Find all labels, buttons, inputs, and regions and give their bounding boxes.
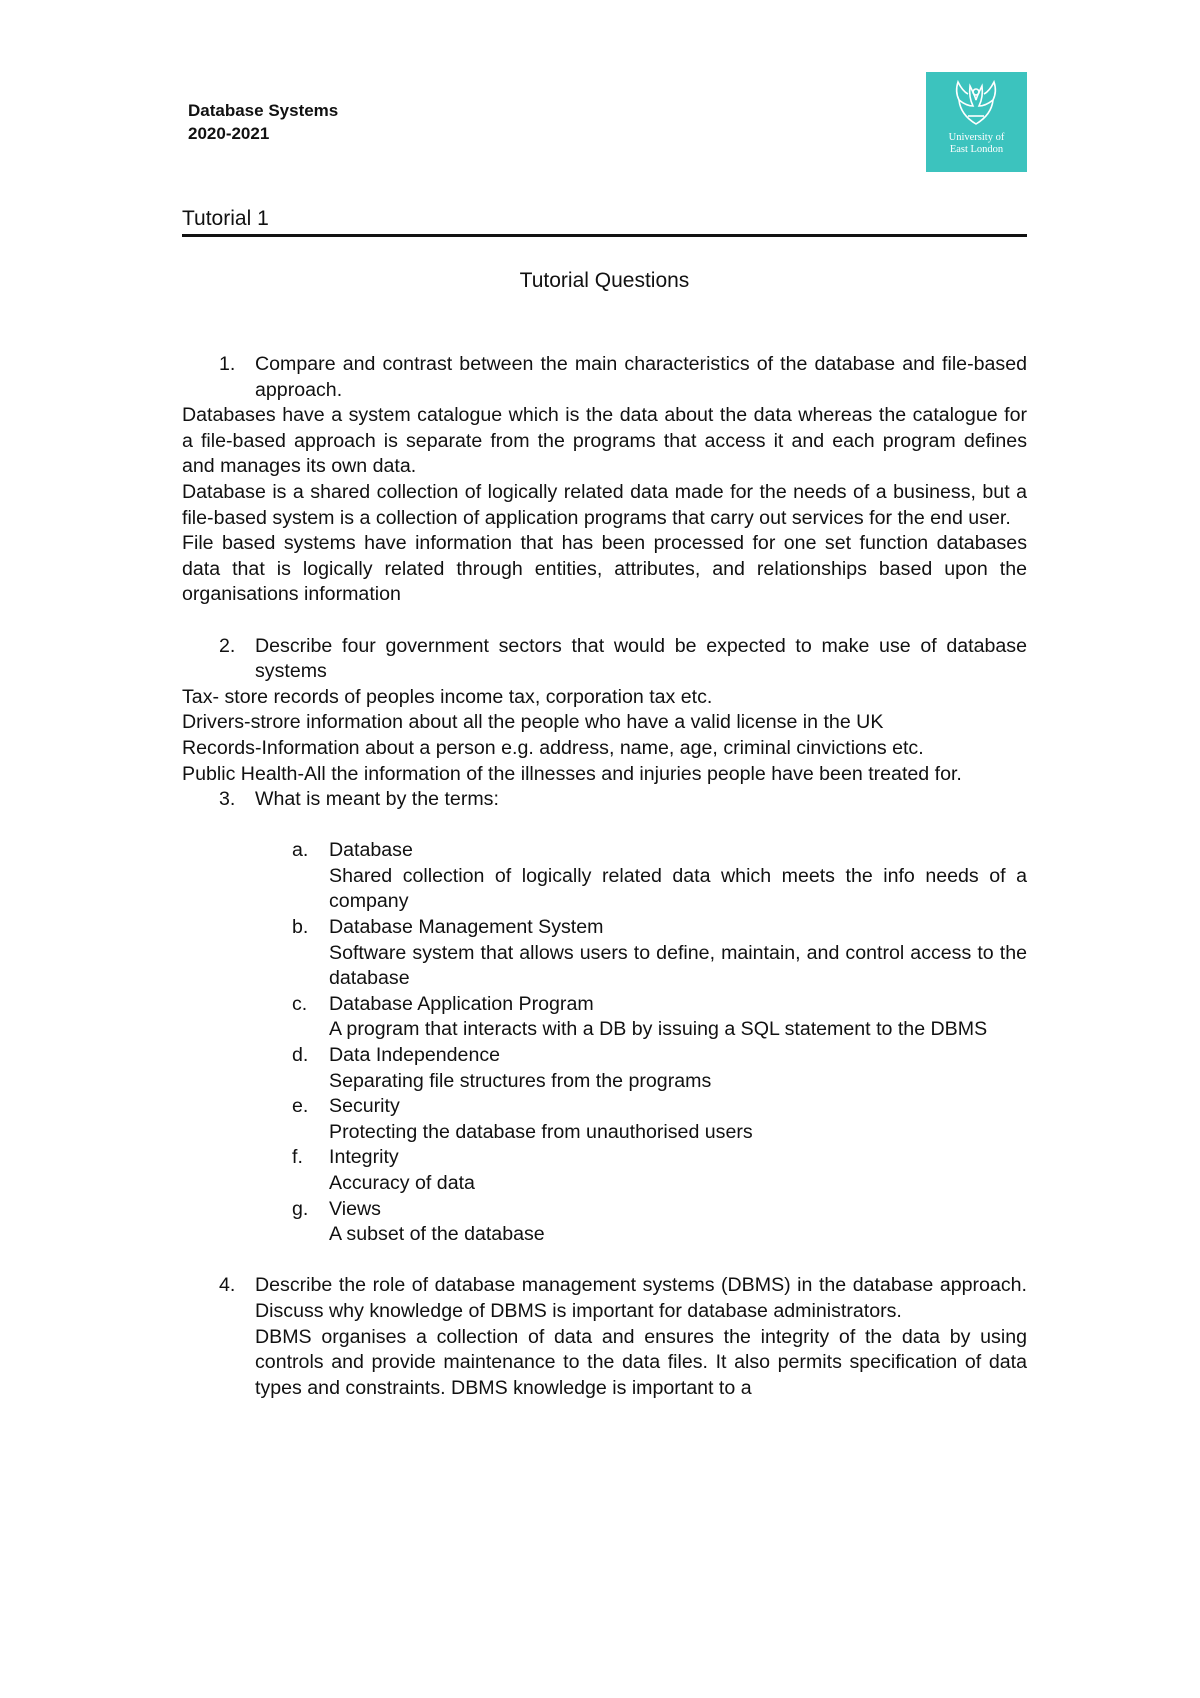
term-definition: A program that interacts with a DB by issuing a SQL statement to the DBMS — [329, 1018, 988, 1041]
question-number: 2. — [219, 634, 236, 657]
answer-paragraph: Database is a shared collection of logically related data made for the needs of a business, but a file-based system is a collection of application programs that carry out services for the end user. — [182, 480, 1027, 529]
term-letter: d. — [292, 1044, 309, 1067]
question-number: 1. — [219, 353, 236, 375]
course-header — [188, 99, 338, 145]
spacer — [182, 813, 1027, 839]
term-name: Database — [329, 839, 413, 862]
question-text: Compare and contrast between the main characteristics of the database and file-based approach. — [255, 353, 1027, 401]
academic-year: 2020-2021 — [188, 124, 270, 143]
term-definition: Separating file structures from the programs — [329, 1069, 712, 1092]
term-item-e — [182, 1094, 1027, 1145]
question-text: What is meant by the terms: — [255, 788, 499, 811]
term-letter: c. — [292, 992, 308, 1015]
answer-paragraph: Public Health-All the information of the illnesses and injuries people have been treated for. — [182, 762, 962, 785]
tutorial-questions-heading: Tutorial Questions — [519, 269, 690, 292]
term-definition: Software system that allows users to define, maintain, and control access to the database — [329, 941, 1027, 990]
question-number: 4. — [219, 1274, 236, 1297]
question-3 — [182, 787, 1027, 813]
logo-wordmark: University of East London — [948, 132, 1005, 155]
university-logo — [926, 72, 1027, 172]
title-divider — [182, 234, 1027, 237]
tutorial-title: Tutorial 1 — [182, 207, 269, 230]
course-name: Database Systems — [188, 101, 339, 120]
term-letter: b. — [292, 916, 309, 939]
document-body — [182, 352, 1027, 1401]
term-name: Integrity — [329, 1146, 399, 1169]
question-text: Describe the role of database management systems (DBMS) in the database approach. Discuss why knowledge of DBMS is important for database administrators. — [255, 1274, 1027, 1322]
question-1 — [182, 352, 1027, 403]
term-name: Views — [329, 1197, 381, 1220]
answer-paragraph: Drivers-strore information about all the people who have a valid license in the UK — [182, 711, 884, 734]
term-name: Data Independence — [329, 1044, 501, 1067]
question-2 — [182, 634, 1027, 685]
term-definition: Protecting the database from unauthorised users — [329, 1120, 753, 1143]
term-name: Security — [329, 1095, 400, 1118]
answer-paragraph: File based systems have information that has been processed for one set function databases data that is logically related through entities, attributes, and relationships based upon the organisations information — [182, 532, 1027, 606]
answer-paragraph: Tax- store records of peoples income tax, corporation tax etc. — [182, 685, 713, 708]
term-item-a — [182, 838, 1027, 915]
term-item-b — [182, 915, 1027, 992]
term-definition: A subset of the database — [329, 1223, 545, 1246]
phoenix-emblem-icon — [926, 72, 1027, 132]
spacer — [182, 608, 1027, 634]
term-item-d — [182, 1043, 1027, 1094]
term-name: Database Management System — [329, 916, 604, 939]
question-4 — [182, 1273, 1027, 1401]
spacer — [182, 1248, 1027, 1274]
answer-paragraph: Databases have a system catalogue which is the data about the data whereas the catalogue for a file-based approach is separate from the programs that access it and each program defines and manages its own data. — [182, 404, 1027, 478]
term-name: Database Application Program — [329, 992, 594, 1015]
term-item-f — [182, 1145, 1027, 1196]
term-letter: a. — [292, 839, 309, 862]
term-letter: e. — [292, 1095, 309, 1118]
question-number: 3. — [219, 788, 236, 811]
question-text: Describe four government sectors that would be expected to make use of database systems — [255, 634, 1027, 683]
term-item-g — [182, 1197, 1027, 1248]
term-letter: g. — [292, 1197, 309, 1220]
answer-paragraph: DBMS organises a collection of data and ensures the integrity of the data by using controls and provide maintenance to the data files. It also permits specification of data types and constraints. DBMS knowledge is important to a — [255, 1325, 1027, 1399]
answer-paragraph: Records-Information about a person e.g. address, name, age, criminal cinvictions etc. — [182, 736, 924, 759]
term-item-c — [182, 992, 1027, 1043]
term-letter: f. — [292, 1146, 303, 1169]
term-definition: Accuracy of data — [329, 1172, 475, 1194]
term-definition: Shared collection of logically related data which meets the info needs of a company — [329, 864, 1027, 913]
